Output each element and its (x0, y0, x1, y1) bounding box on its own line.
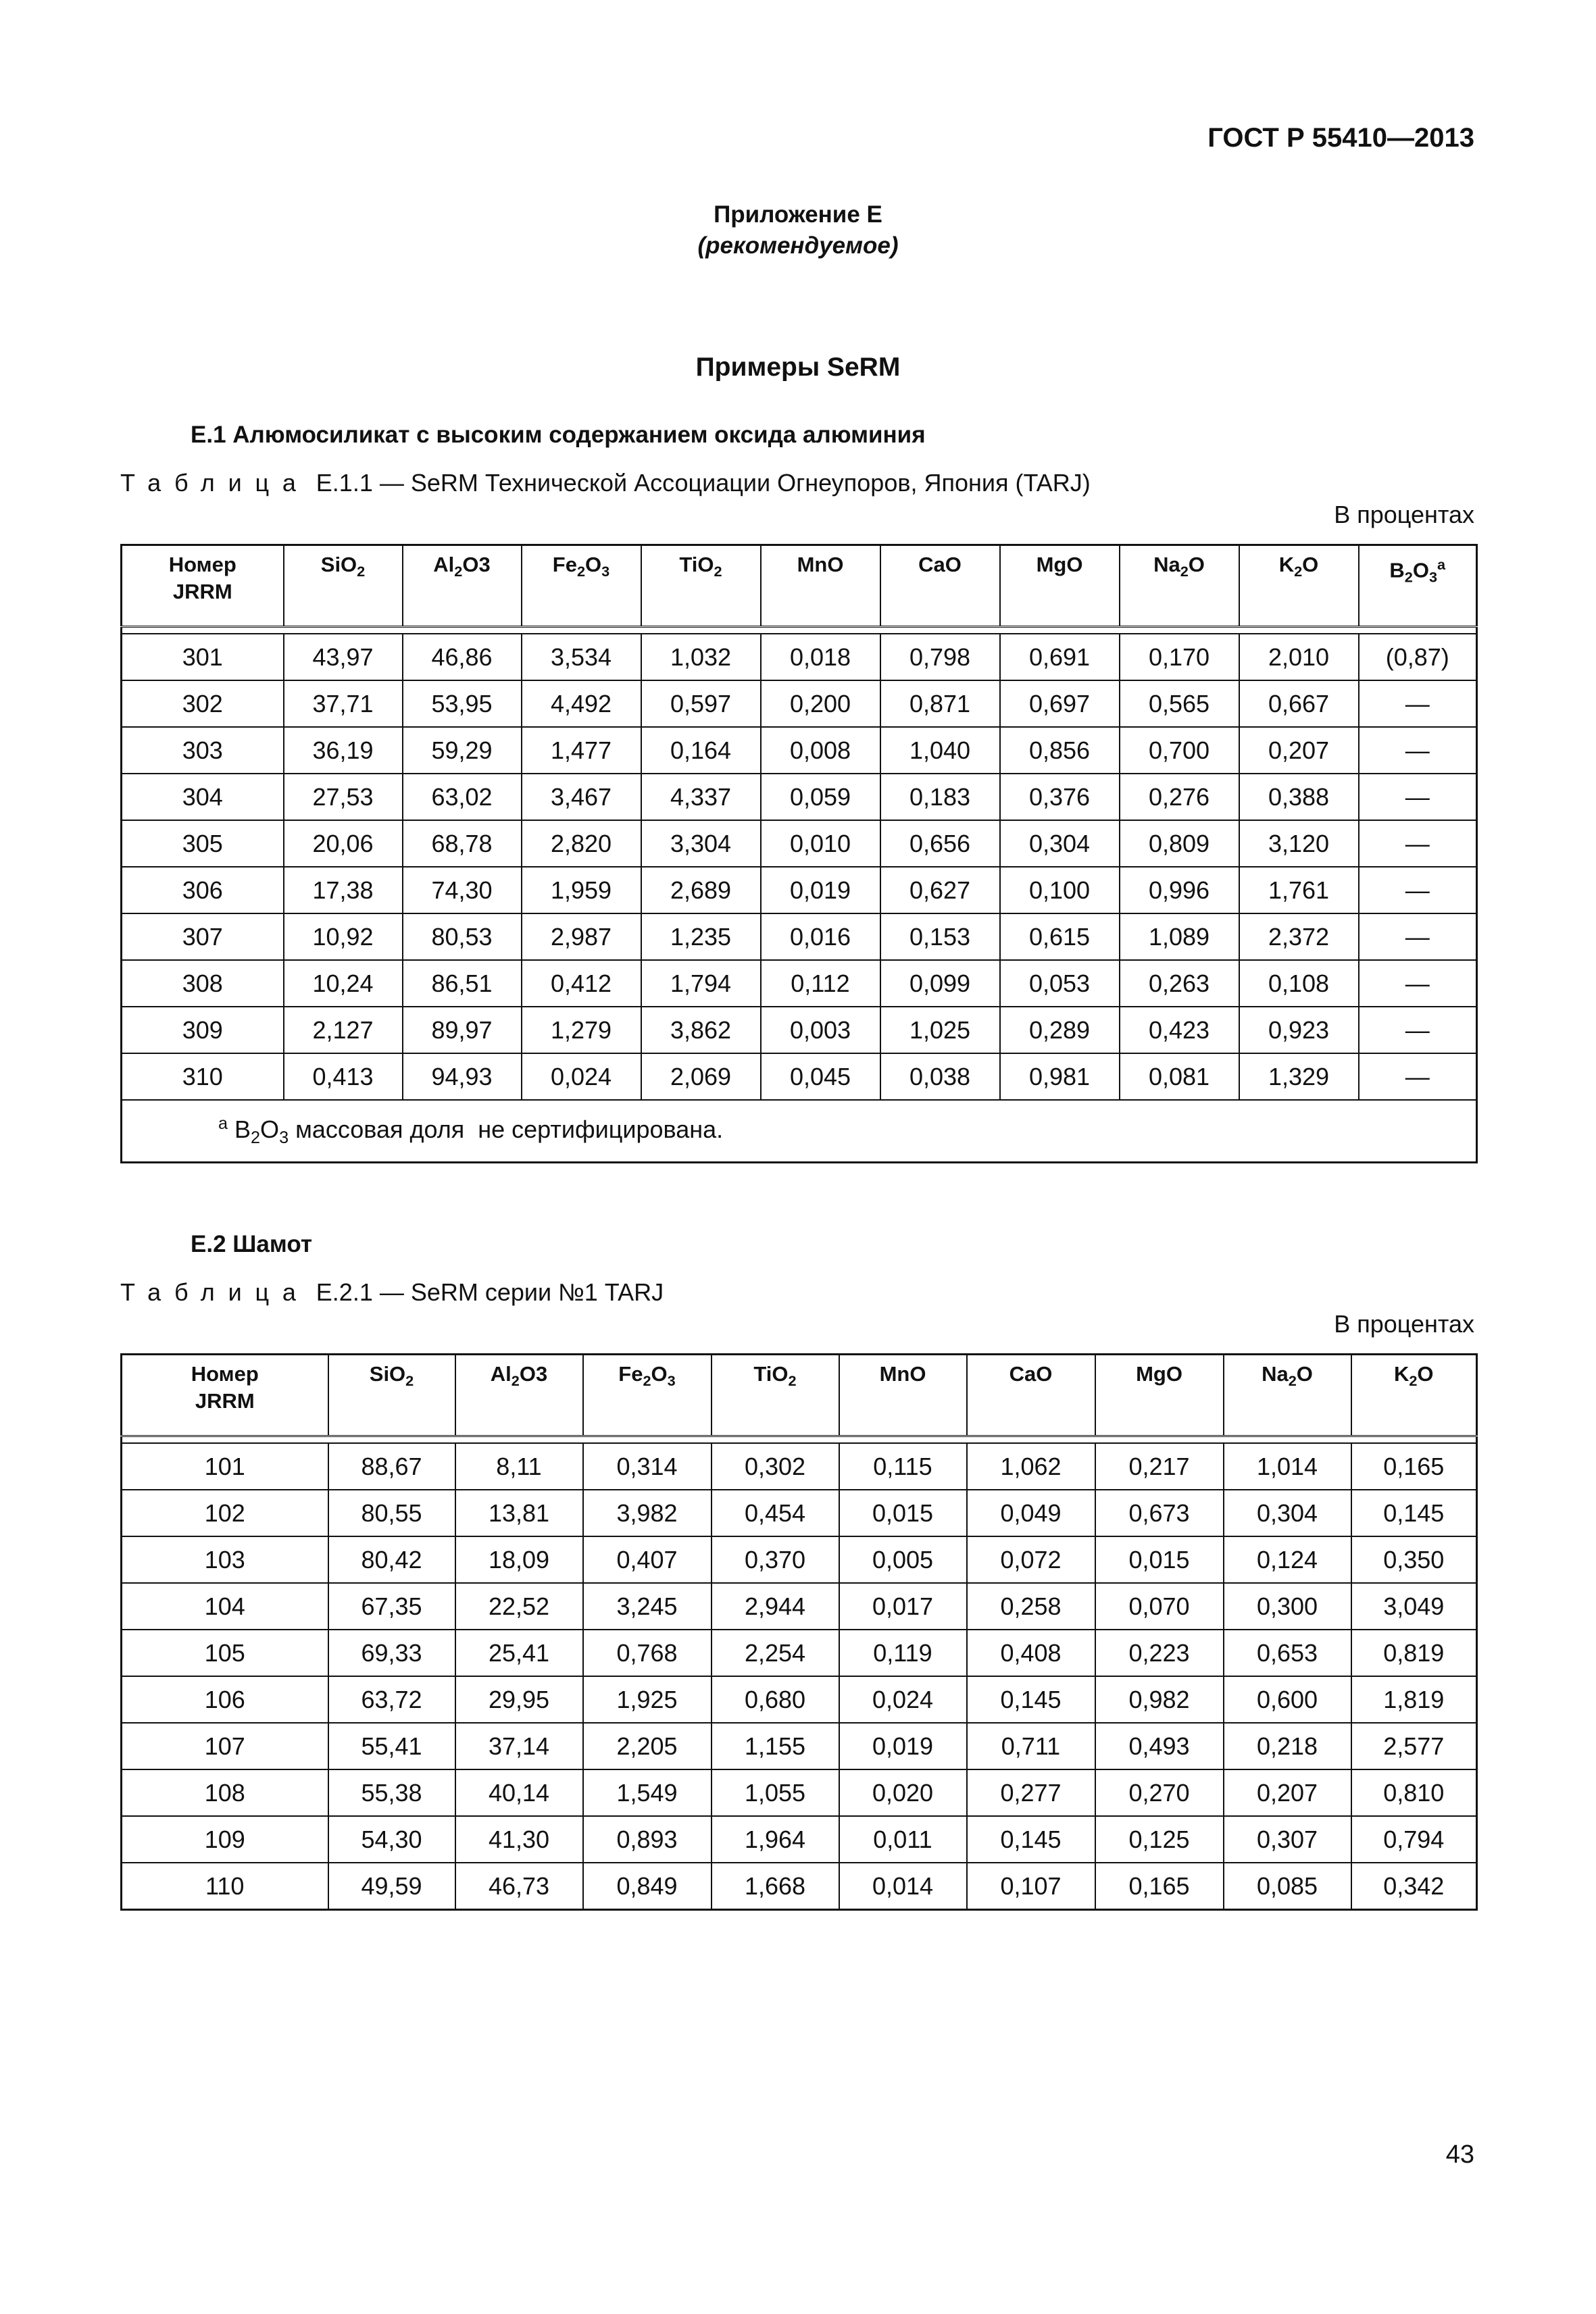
table-cell: 0,454 (712, 1490, 839, 1536)
table-cell: 0,923 (1239, 1007, 1359, 1053)
table-cell: 0,014 (839, 1863, 967, 1910)
table-cell: 0,653 (1224, 1630, 1351, 1676)
table-cell: 88,67 (328, 1443, 455, 1490)
table-cell: 89,97 (403, 1007, 522, 1053)
column-header-b2o3a: $B_2O_3^a$ (1359, 545, 1477, 627)
table-row (122, 1676, 1477, 1723)
table-cell: 0,015 (1095, 1536, 1224, 1583)
table-cell: 46,86 (403, 634, 522, 680)
table-cell: 0,388 (1239, 774, 1359, 820)
table-cell: 0,871 (880, 680, 1000, 727)
table-cell: 301 (122, 634, 284, 680)
caption-text: Е.2.1 — SeRM серии №1 TARJ (316, 1278, 664, 1306)
table-cell: 2,689 (641, 867, 761, 913)
table-cell: 0,798 (880, 634, 1000, 680)
table-cell: 0,350 (1351, 1536, 1477, 1583)
table-cell: 0,207 (1224, 1769, 1351, 1816)
table-cell: 1,329 (1239, 1053, 1359, 1100)
table-cell: 1,668 (712, 1863, 839, 1910)
table-cell: 8,11 (455, 1443, 583, 1490)
table-cell: 3,245 (583, 1583, 712, 1630)
caption-lead: Таблица (120, 469, 309, 497)
table-cell: 68,78 (403, 820, 522, 867)
table-cell: 59,29 (403, 727, 522, 774)
table-cell: 0,982 (1095, 1676, 1224, 1723)
table-cell: 1,235 (641, 913, 761, 960)
table-header-row (122, 545, 1477, 627)
table-cell: 10,24 (284, 960, 403, 1007)
table-cell: 0,145 (1351, 1490, 1477, 1536)
table-cell: 304 (122, 774, 284, 820)
table-cell: 0,217 (1095, 1443, 1224, 1490)
table-cell: 0,597 (641, 680, 761, 727)
table-cell: 1,062 (967, 1443, 1095, 1490)
table-cell: (0,87) (1359, 634, 1477, 680)
table-cell: 0,981 (1000, 1053, 1120, 1100)
table-cell: 0,165 (1351, 1443, 1477, 1490)
table-cell: 0,024 (839, 1676, 967, 1723)
table-cell: 1,925 (583, 1676, 712, 1723)
table-cell: 0,164 (641, 727, 761, 774)
table-cell: 94,93 (403, 1053, 522, 1100)
table-cell: 3,862 (641, 1007, 761, 1053)
section-heading-e2: Е.2 Шамот (191, 1231, 312, 1257)
column-header-tio2: TiO$_2$ (641, 545, 761, 627)
table-cell: 74,30 (403, 867, 522, 913)
table-row (122, 1630, 1477, 1676)
table-cell: 0,289 (1000, 1007, 1120, 1053)
table-cell: 2,069 (641, 1053, 761, 1100)
table-cell: 3,120 (1239, 820, 1359, 867)
table-cell: 0,711 (967, 1723, 1095, 1769)
column-header-jrrm: Номер JRRM (122, 1355, 328, 1436)
table-cell: 0,153 (880, 913, 1000, 960)
table-cell: 1,819 (1351, 1676, 1477, 1723)
table-cell: 1,025 (880, 1007, 1000, 1053)
table-cell: 105 (122, 1630, 328, 1676)
table-cell: 0,996 (1120, 867, 1239, 913)
table-cell: 0,112 (761, 960, 880, 1007)
table-cell: 0,270 (1095, 1769, 1224, 1816)
table-footnote: $^a$ $B_2O_3$ массовая доля не сертифицирована. (122, 1100, 1477, 1163)
table-cell: 1,279 (522, 1007, 641, 1053)
table-cell: 0,119 (839, 1630, 967, 1676)
table-row (122, 634, 1477, 680)
table-cell: 3,467 (522, 774, 641, 820)
table-cell: 308 (122, 960, 284, 1007)
table-cell: 0,700 (1120, 727, 1239, 774)
table-cell: — (1359, 1053, 1477, 1100)
table-cell: 107 (122, 1723, 328, 1769)
table-row (122, 680, 1477, 727)
table-row (122, 960, 1477, 1007)
column-header-al2o3: $Al_2O3$ (403, 545, 522, 627)
header-separator (122, 627, 1477, 634)
table-cell: 0,003 (761, 1007, 880, 1053)
table-cell: 0,423 (1120, 1007, 1239, 1053)
table-caption-e21 (120, 1278, 664, 1307)
table-cell: 2,987 (522, 913, 641, 960)
table-cell: 0,809 (1120, 820, 1239, 867)
column-header-na2o: $Na_2O$ (1120, 545, 1239, 627)
table-cell: 0,302 (712, 1443, 839, 1490)
table-cell: 0,412 (522, 960, 641, 1007)
table-cell: 310 (122, 1053, 284, 1100)
table-cell: 0,170 (1120, 634, 1239, 680)
table-cell: 0,277 (967, 1769, 1095, 1816)
table-cell: 0,656 (880, 820, 1000, 867)
table-row (122, 1863, 1477, 1910)
table-cell: 0,565 (1120, 680, 1239, 727)
table-cell: 0,304 (1000, 820, 1120, 867)
table-cell: 1,089 (1120, 913, 1239, 960)
table-cell: 17,38 (284, 867, 403, 913)
table-cell: 1,761 (1239, 867, 1359, 913)
header-separator (122, 1436, 1477, 1444)
table-cell: 0,407 (583, 1536, 712, 1583)
table-cell: 3,304 (641, 820, 761, 867)
table-cell: 63,02 (403, 774, 522, 820)
table-cell: 2,820 (522, 820, 641, 867)
table-cell: 3,049 (1351, 1583, 1477, 1630)
table-cell: 0,020 (839, 1769, 967, 1816)
units-label: В процентах (1334, 501, 1474, 528)
table-cell: 0,018 (761, 634, 880, 680)
table-cell: 1,040 (880, 727, 1000, 774)
table-e21 (120, 1353, 1478, 1911)
table-cell: 0,615 (1000, 913, 1120, 960)
table-cell: 0,145 (967, 1816, 1095, 1863)
table-cell: 4,492 (522, 680, 641, 727)
table-cell: 1,959 (522, 867, 641, 913)
table-cell: 0,115 (839, 1443, 967, 1490)
table-cell: 0,207 (1239, 727, 1359, 774)
table-cell: 80,55 (328, 1490, 455, 1536)
table-cell: 43,97 (284, 634, 403, 680)
table-row (122, 1816, 1477, 1863)
table-cell: 110 (122, 1863, 328, 1910)
table-cell: 80,53 (403, 913, 522, 960)
table-cell: 0,810 (1351, 1769, 1477, 1816)
table-cell: 0,053 (1000, 960, 1120, 1007)
table-cell: 2,127 (284, 1007, 403, 1053)
table-cell: 80,42 (328, 1536, 455, 1583)
table-row (122, 1007, 1477, 1053)
table-cell: 0,304 (1224, 1490, 1351, 1536)
column-header-sio2: SiO$_2$ (284, 545, 403, 627)
table-cell: — (1359, 913, 1477, 960)
table-row (122, 1583, 1477, 1630)
table-cell: 0,691 (1000, 634, 1120, 680)
table-cell: 103 (122, 1536, 328, 1583)
table-cell: 2,944 (712, 1583, 839, 1630)
table-cell: 3,982 (583, 1490, 712, 1536)
table-cell: 0,059 (761, 774, 880, 820)
table-cell: 55,38 (328, 1769, 455, 1816)
column-header-fe2o3: $Fe_2O_3$ (583, 1355, 712, 1436)
table-cell: — (1359, 960, 1477, 1007)
table-cell: 0,342 (1351, 1863, 1477, 1910)
table-cell: 2,205 (583, 1723, 712, 1769)
table-cell: 0,015 (839, 1490, 967, 1536)
table-cell: 309 (122, 1007, 284, 1053)
table-cell: 307 (122, 913, 284, 960)
table-row (122, 1443, 1477, 1490)
table-cell: 1,794 (641, 960, 761, 1007)
table-cell: 0,849 (583, 1863, 712, 1910)
column-header-jrrm: Номер JRRM (122, 545, 284, 627)
table-cell: 0,019 (839, 1723, 967, 1769)
table-cell: 0,017 (839, 1583, 967, 1630)
table-cell: 67,35 (328, 1583, 455, 1630)
table-cell: 2,577 (1351, 1723, 1477, 1769)
column-header-al2o3: $Al_2O3$ (455, 1355, 583, 1436)
table-cell: 0,819 (1351, 1630, 1477, 1676)
table-cell: 106 (122, 1676, 328, 1723)
table-cell: 13,81 (455, 1490, 583, 1536)
table-cell: — (1359, 680, 1477, 727)
table-cell: 0,019 (761, 867, 880, 913)
table-cell: 0,413 (284, 1053, 403, 1100)
table-cell: 0,314 (583, 1443, 712, 1490)
table-cell: 53,95 (403, 680, 522, 727)
table-cell: 55,41 (328, 1723, 455, 1769)
table-cell: — (1359, 774, 1477, 820)
table-cell: 0,276 (1120, 774, 1239, 820)
caption-text: Е.1.1 — SeRM Технической Ассоциации Огнеупоров, Япония (TARJ) (316, 469, 1091, 497)
table-cell: 101 (122, 1443, 328, 1490)
table-cell: 10,92 (284, 913, 403, 960)
column-header-mno: MnO (761, 545, 880, 627)
table-cell: 0,124 (1224, 1536, 1351, 1583)
table-row (122, 774, 1477, 820)
table-cell: 0,200 (761, 680, 880, 727)
page-title: Примеры SeRM (695, 353, 901, 382)
section-heading-e1: Е.1 Алюмосиликат с высоким содержанием оксида алюминия (191, 422, 926, 448)
table-cell: 0,038 (880, 1053, 1000, 1100)
document-header: ГОСТ Р 55410—2013 (1207, 123, 1474, 153)
table-cell: — (1359, 727, 1477, 774)
table-cell: 0,258 (967, 1583, 1095, 1630)
table-cell: 2,372 (1239, 913, 1359, 960)
page-number: 43 (1445, 2140, 1474, 2169)
table-cell: 0,045 (761, 1053, 880, 1100)
table-cell: 0,183 (880, 774, 1000, 820)
table-cell: 0,627 (880, 867, 1000, 913)
column-header-sio2: SiO$_2$ (328, 1355, 455, 1436)
table-cell: 69,33 (328, 1630, 455, 1676)
table-cell: 0,223 (1095, 1630, 1224, 1676)
table-cell: 40,14 (455, 1769, 583, 1816)
table-cell: 49,59 (328, 1863, 455, 1910)
table-row (122, 727, 1477, 774)
table-cell: 54,30 (328, 1816, 455, 1863)
table-cell: 46,73 (455, 1863, 583, 1910)
table-cell: 37,71 (284, 680, 403, 727)
table-cell: 0,108 (1239, 960, 1359, 1007)
column-header-cao: CaO (880, 545, 1000, 627)
table-cell: 0,125 (1095, 1816, 1224, 1863)
table-cell: 1,155 (712, 1723, 839, 1769)
table-cell: 63,72 (328, 1676, 455, 1723)
column-header-k2o: $K_2O$ (1351, 1355, 1477, 1436)
column-header-tio2: TiO$_2$ (712, 1355, 839, 1436)
column-header-mno: MnO (839, 1355, 967, 1436)
table-cell: 37,14 (455, 1723, 583, 1769)
table-cell: 108 (122, 1769, 328, 1816)
table-cell: — (1359, 820, 1477, 867)
table-cell: 41,30 (455, 1816, 583, 1863)
table-cell: 0,024 (522, 1053, 641, 1100)
table-cell: 1,964 (712, 1816, 839, 1863)
table-cell: 36,19 (284, 727, 403, 774)
table-cell: 1,014 (1224, 1443, 1351, 1490)
table-cell: 306 (122, 867, 284, 913)
table-cell: 4,337 (641, 774, 761, 820)
table-row (122, 1053, 1477, 1100)
table-cell: 0,218 (1224, 1723, 1351, 1769)
table-row (122, 820, 1477, 867)
caption-lead: Таблица (120, 1278, 309, 1306)
table-cell: 0,008 (761, 727, 880, 774)
table-cell: 1,032 (641, 634, 761, 680)
column-header-na2o: $Na_2O$ (1224, 1355, 1351, 1436)
column-header-mgo: MgO (1095, 1355, 1224, 1436)
table-cell: 0,072 (967, 1536, 1095, 1583)
table-cell: 0,794 (1351, 1816, 1477, 1863)
table-row (122, 1723, 1477, 1769)
table-cell: 0,408 (967, 1630, 1095, 1676)
table-cell: 303 (122, 727, 284, 774)
table-cell: 22,52 (455, 1583, 583, 1630)
column-header-k2o: $K_2O$ (1239, 545, 1359, 627)
table-cell: 86,51 (403, 960, 522, 1007)
table-cell: 104 (122, 1583, 328, 1630)
table-row (122, 1769, 1477, 1816)
table-cell: 0,263 (1120, 960, 1239, 1007)
table-cell: 0,100 (1000, 867, 1120, 913)
table-cell: 0,673 (1095, 1490, 1224, 1536)
table-cell: 0,049 (967, 1490, 1095, 1536)
table-cell: 102 (122, 1490, 328, 1536)
table-cell: 305 (122, 820, 284, 867)
table-cell: 20,06 (284, 820, 403, 867)
table-cell: 0,667 (1239, 680, 1359, 727)
table-cell: 0,081 (1120, 1053, 1239, 1100)
annex-title: Приложение Е (714, 201, 882, 228)
table-row (122, 1490, 1477, 1536)
table-cell: 0,011 (839, 1816, 967, 1863)
table-cell: 1,055 (712, 1769, 839, 1816)
table-cell: 0,085 (1224, 1863, 1351, 1910)
table-cell: 29,95 (455, 1676, 583, 1723)
table-cell: 0,697 (1000, 680, 1120, 727)
table-cell: 0,016 (761, 913, 880, 960)
table-cell: 0,893 (583, 1816, 712, 1863)
table-cell: 0,010 (761, 820, 880, 867)
table-row (122, 913, 1477, 960)
column-header-cao: CaO (967, 1355, 1095, 1436)
units-label: В процентах (1334, 1310, 1474, 1338)
table-cell: 0,005 (839, 1536, 967, 1583)
table-e11 (120, 544, 1478, 1163)
table-cell: 3,534 (522, 634, 641, 680)
annex-status: (рекомендуемое) (697, 232, 899, 259)
table-cell: 0,099 (880, 960, 1000, 1007)
table-cell: 0,680 (712, 1676, 839, 1723)
table-cell: 0,493 (1095, 1723, 1224, 1769)
table-cell: 2,010 (1239, 634, 1359, 680)
table-cell: 0,165 (1095, 1863, 1224, 1910)
table-row (122, 867, 1477, 913)
table-cell: 109 (122, 1816, 328, 1863)
table-cell: 0,600 (1224, 1676, 1351, 1723)
table-cell: 0,376 (1000, 774, 1120, 820)
table-cell: 0,370 (712, 1536, 839, 1583)
table-cell: 2,254 (712, 1630, 839, 1676)
table-caption-e11 (120, 469, 1091, 497)
table-cell: 1,477 (522, 727, 641, 774)
table-cell: 0,145 (967, 1676, 1095, 1723)
table-cell: — (1359, 867, 1477, 913)
table-cell: 0,107 (967, 1863, 1095, 1910)
table-row (122, 1536, 1477, 1583)
column-header-mgo: MgO (1000, 545, 1120, 627)
table-cell: 25,41 (455, 1630, 583, 1676)
table-cell: 0,070 (1095, 1583, 1224, 1630)
table-cell: 18,09 (455, 1536, 583, 1583)
table-cell: 0,300 (1224, 1583, 1351, 1630)
table-cell: 0,307 (1224, 1816, 1351, 1863)
table-cell: 0,768 (583, 1630, 712, 1676)
table-cell: — (1359, 1007, 1477, 1053)
table-cell: 27,53 (284, 774, 403, 820)
column-header-fe2o3: $Fe_2O_3$ (522, 545, 641, 627)
table-cell: 1,549 (583, 1769, 712, 1816)
table-header-row (122, 1355, 1477, 1436)
table-cell: 0,856 (1000, 727, 1120, 774)
table-cell: 302 (122, 680, 284, 727)
